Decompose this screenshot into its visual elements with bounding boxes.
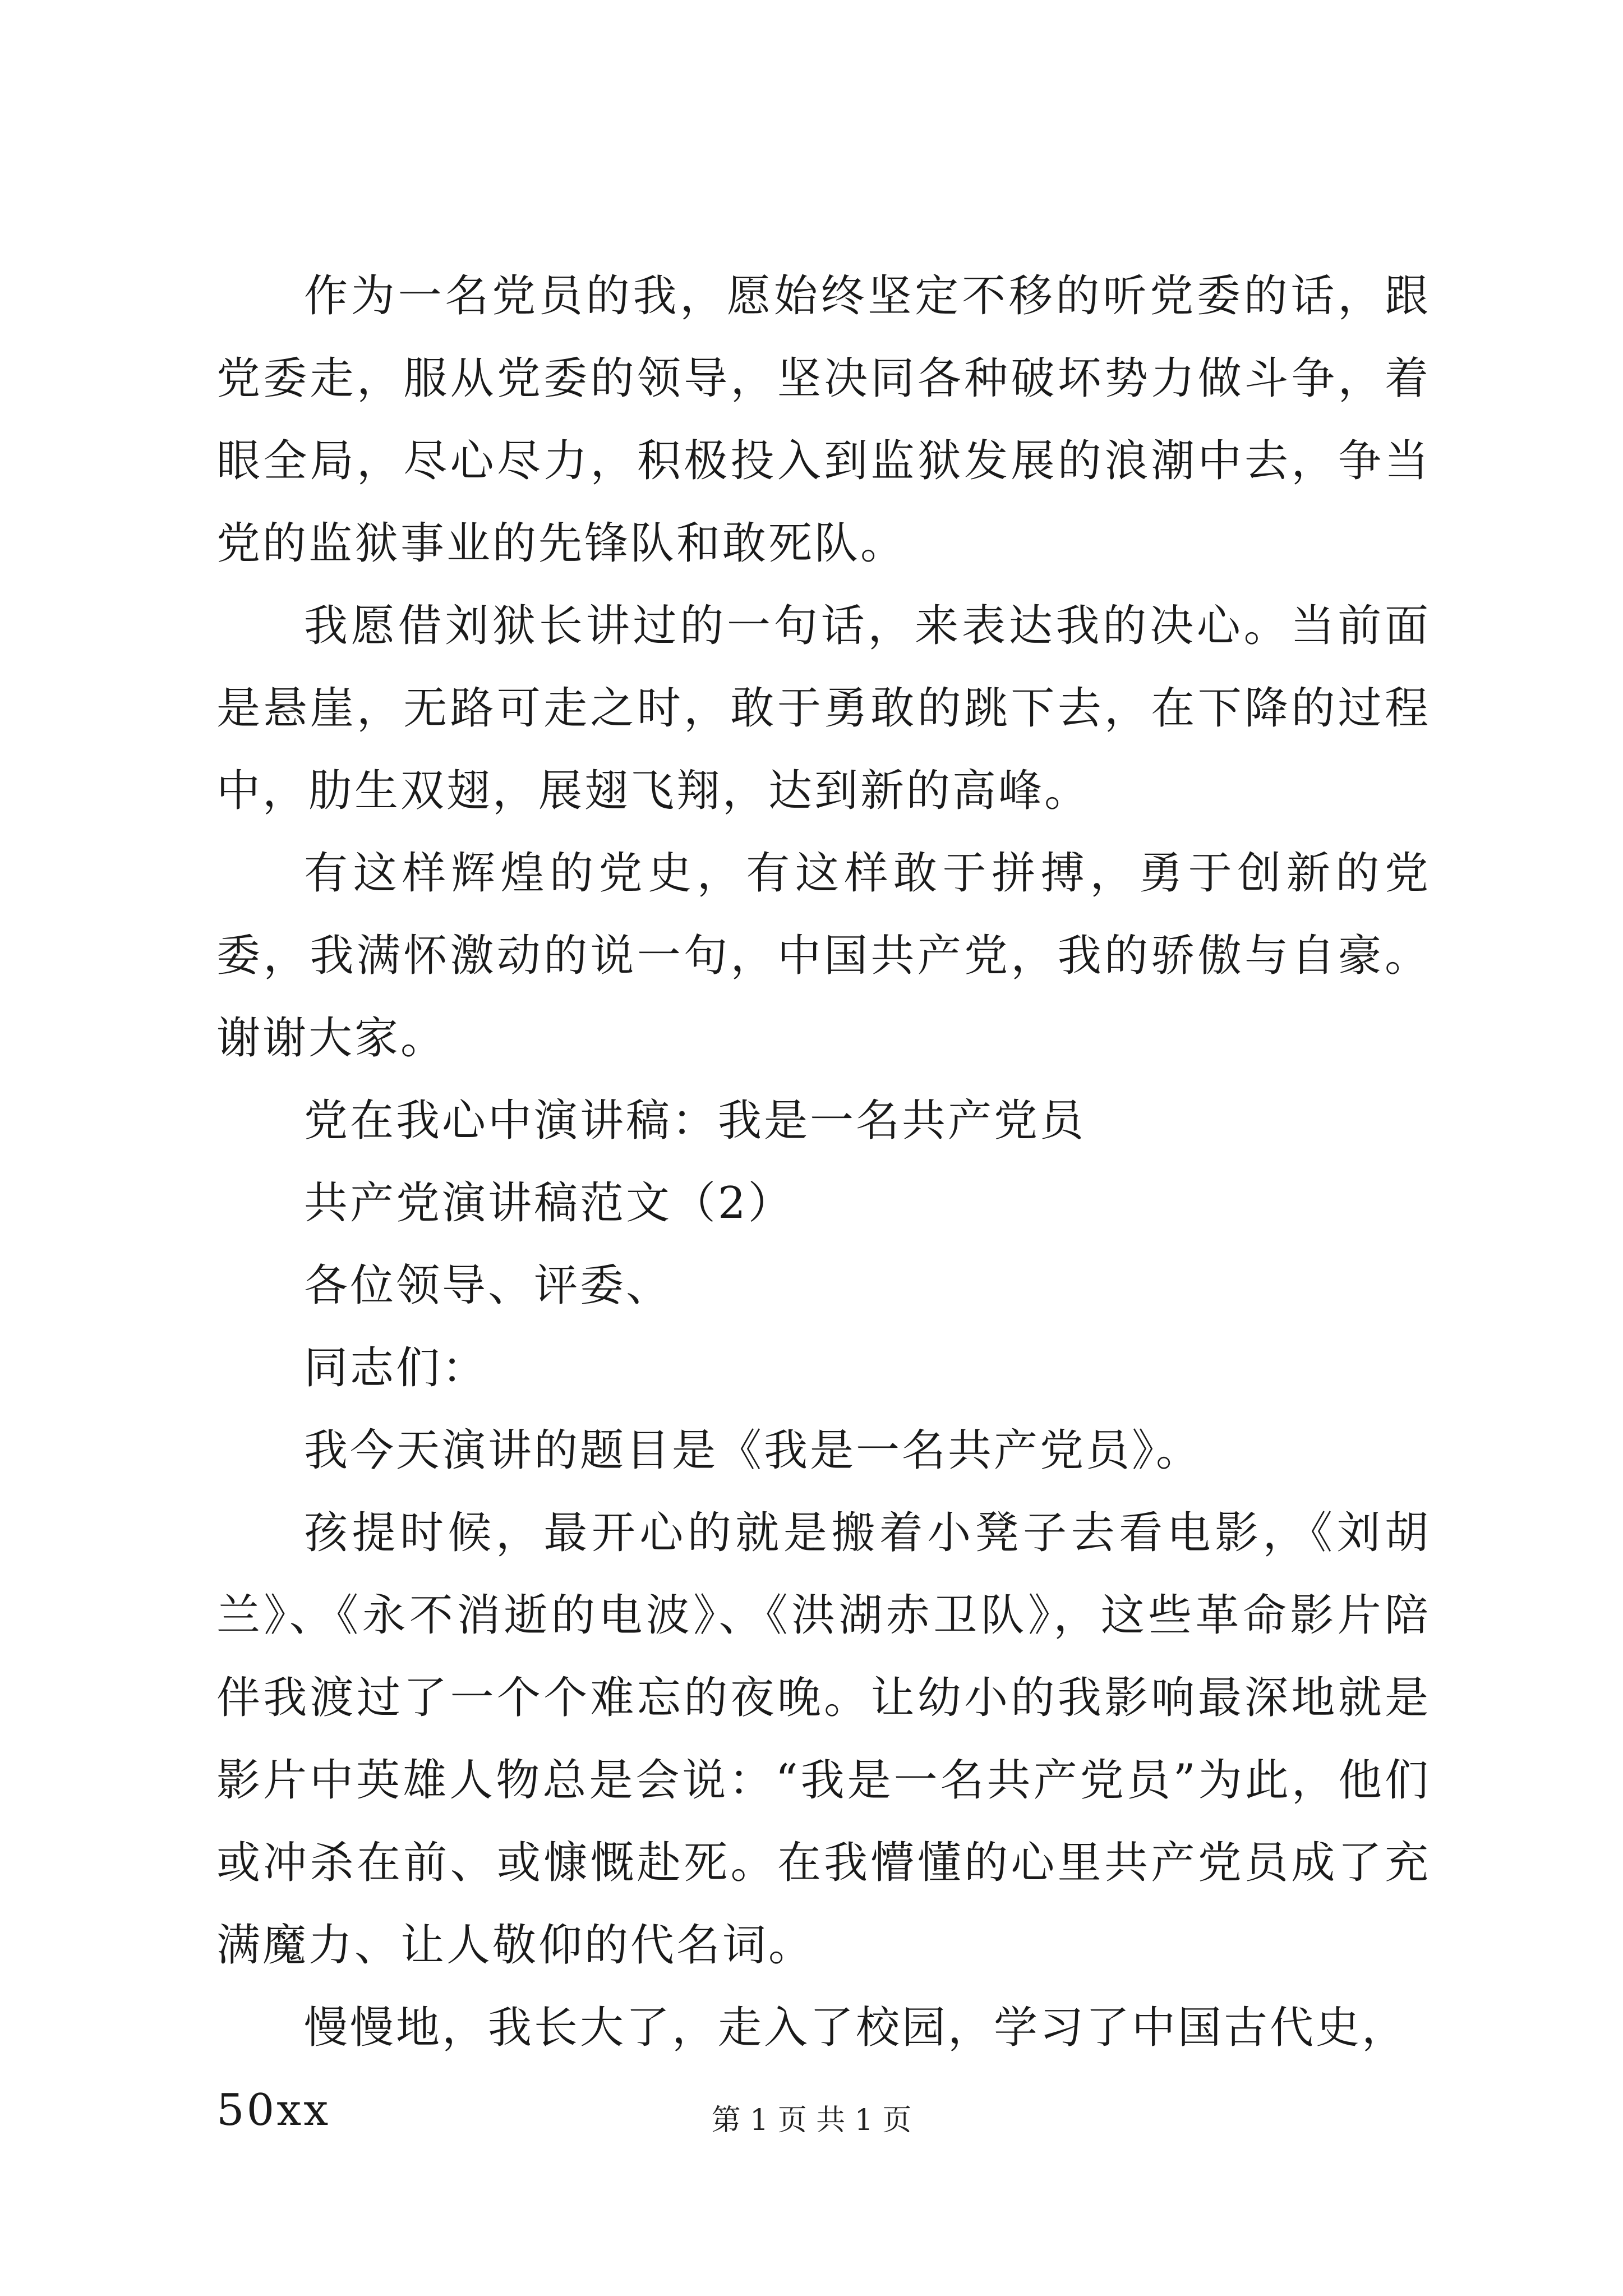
paragraph: 慢慢地，我长大了，走入了校园，学习了中国古代史，50xx	[216, 2003, 1408, 2136]
document-body	[216, 255, 1431, 2152]
paragraph: 我愿借刘狱长讲过的一句话，来表达我的决心。当前面是悬崖，无路可走之时，敢于勇敢的跳下去，在下降的过程中，肋生双翅，展翅飞翔，达到新的高峰。	[216, 601, 1431, 816]
paragraph: 孩提时候，最开心的就是搬着小凳子去看电影，《刘胡兰》、《永不消逝的电波》、《洪湖赤卫队》，这些革命影片陪伴我渡过了一个个难忘的夜晚。让幼小的我影响最深地就是影片中英雄人物总是会说：“我是一名共产党员”为此，他们或冲杀在前、或慷慨赴死。在我懵懂的心里共产党员成了充满魔力、让人敬仰的代名词。	[216, 1508, 1431, 1971]
section-heading: 共产党演讲稿范文（2）	[304, 1178, 794, 1228]
salutation: 同志们：	[304, 1343, 488, 1393]
speech-title: 党在我心中演讲稿：我是一名共产党员	[304, 1096, 1086, 1146]
paragraph: 作为一名党员的我，愿始终坚定不移的听党委的话，跟党委走，服从党委的领导，坚决同各种破坏势力做斗争，着眼全局，尽心尽力，积极投入到监狱发展的浪潮中去，争当党的监狱事业的先锋队和敢死队。	[216, 271, 1431, 569]
paragraph: 我今天演讲的题目是《我是一名共产党员》。	[304, 1425, 1202, 1476]
salutation: 各位领导、评委、	[304, 1260, 672, 1311]
paragraph: 有这样辉煌的党史，有这样敢于拼搏，勇于创新的党委，我满怀激动的说一句，中国共产党，我的骄傲与自豪。谢谢大家。	[216, 848, 1431, 1064]
page-footer: 第 1 页 共 1 页	[711, 2104, 912, 2137]
